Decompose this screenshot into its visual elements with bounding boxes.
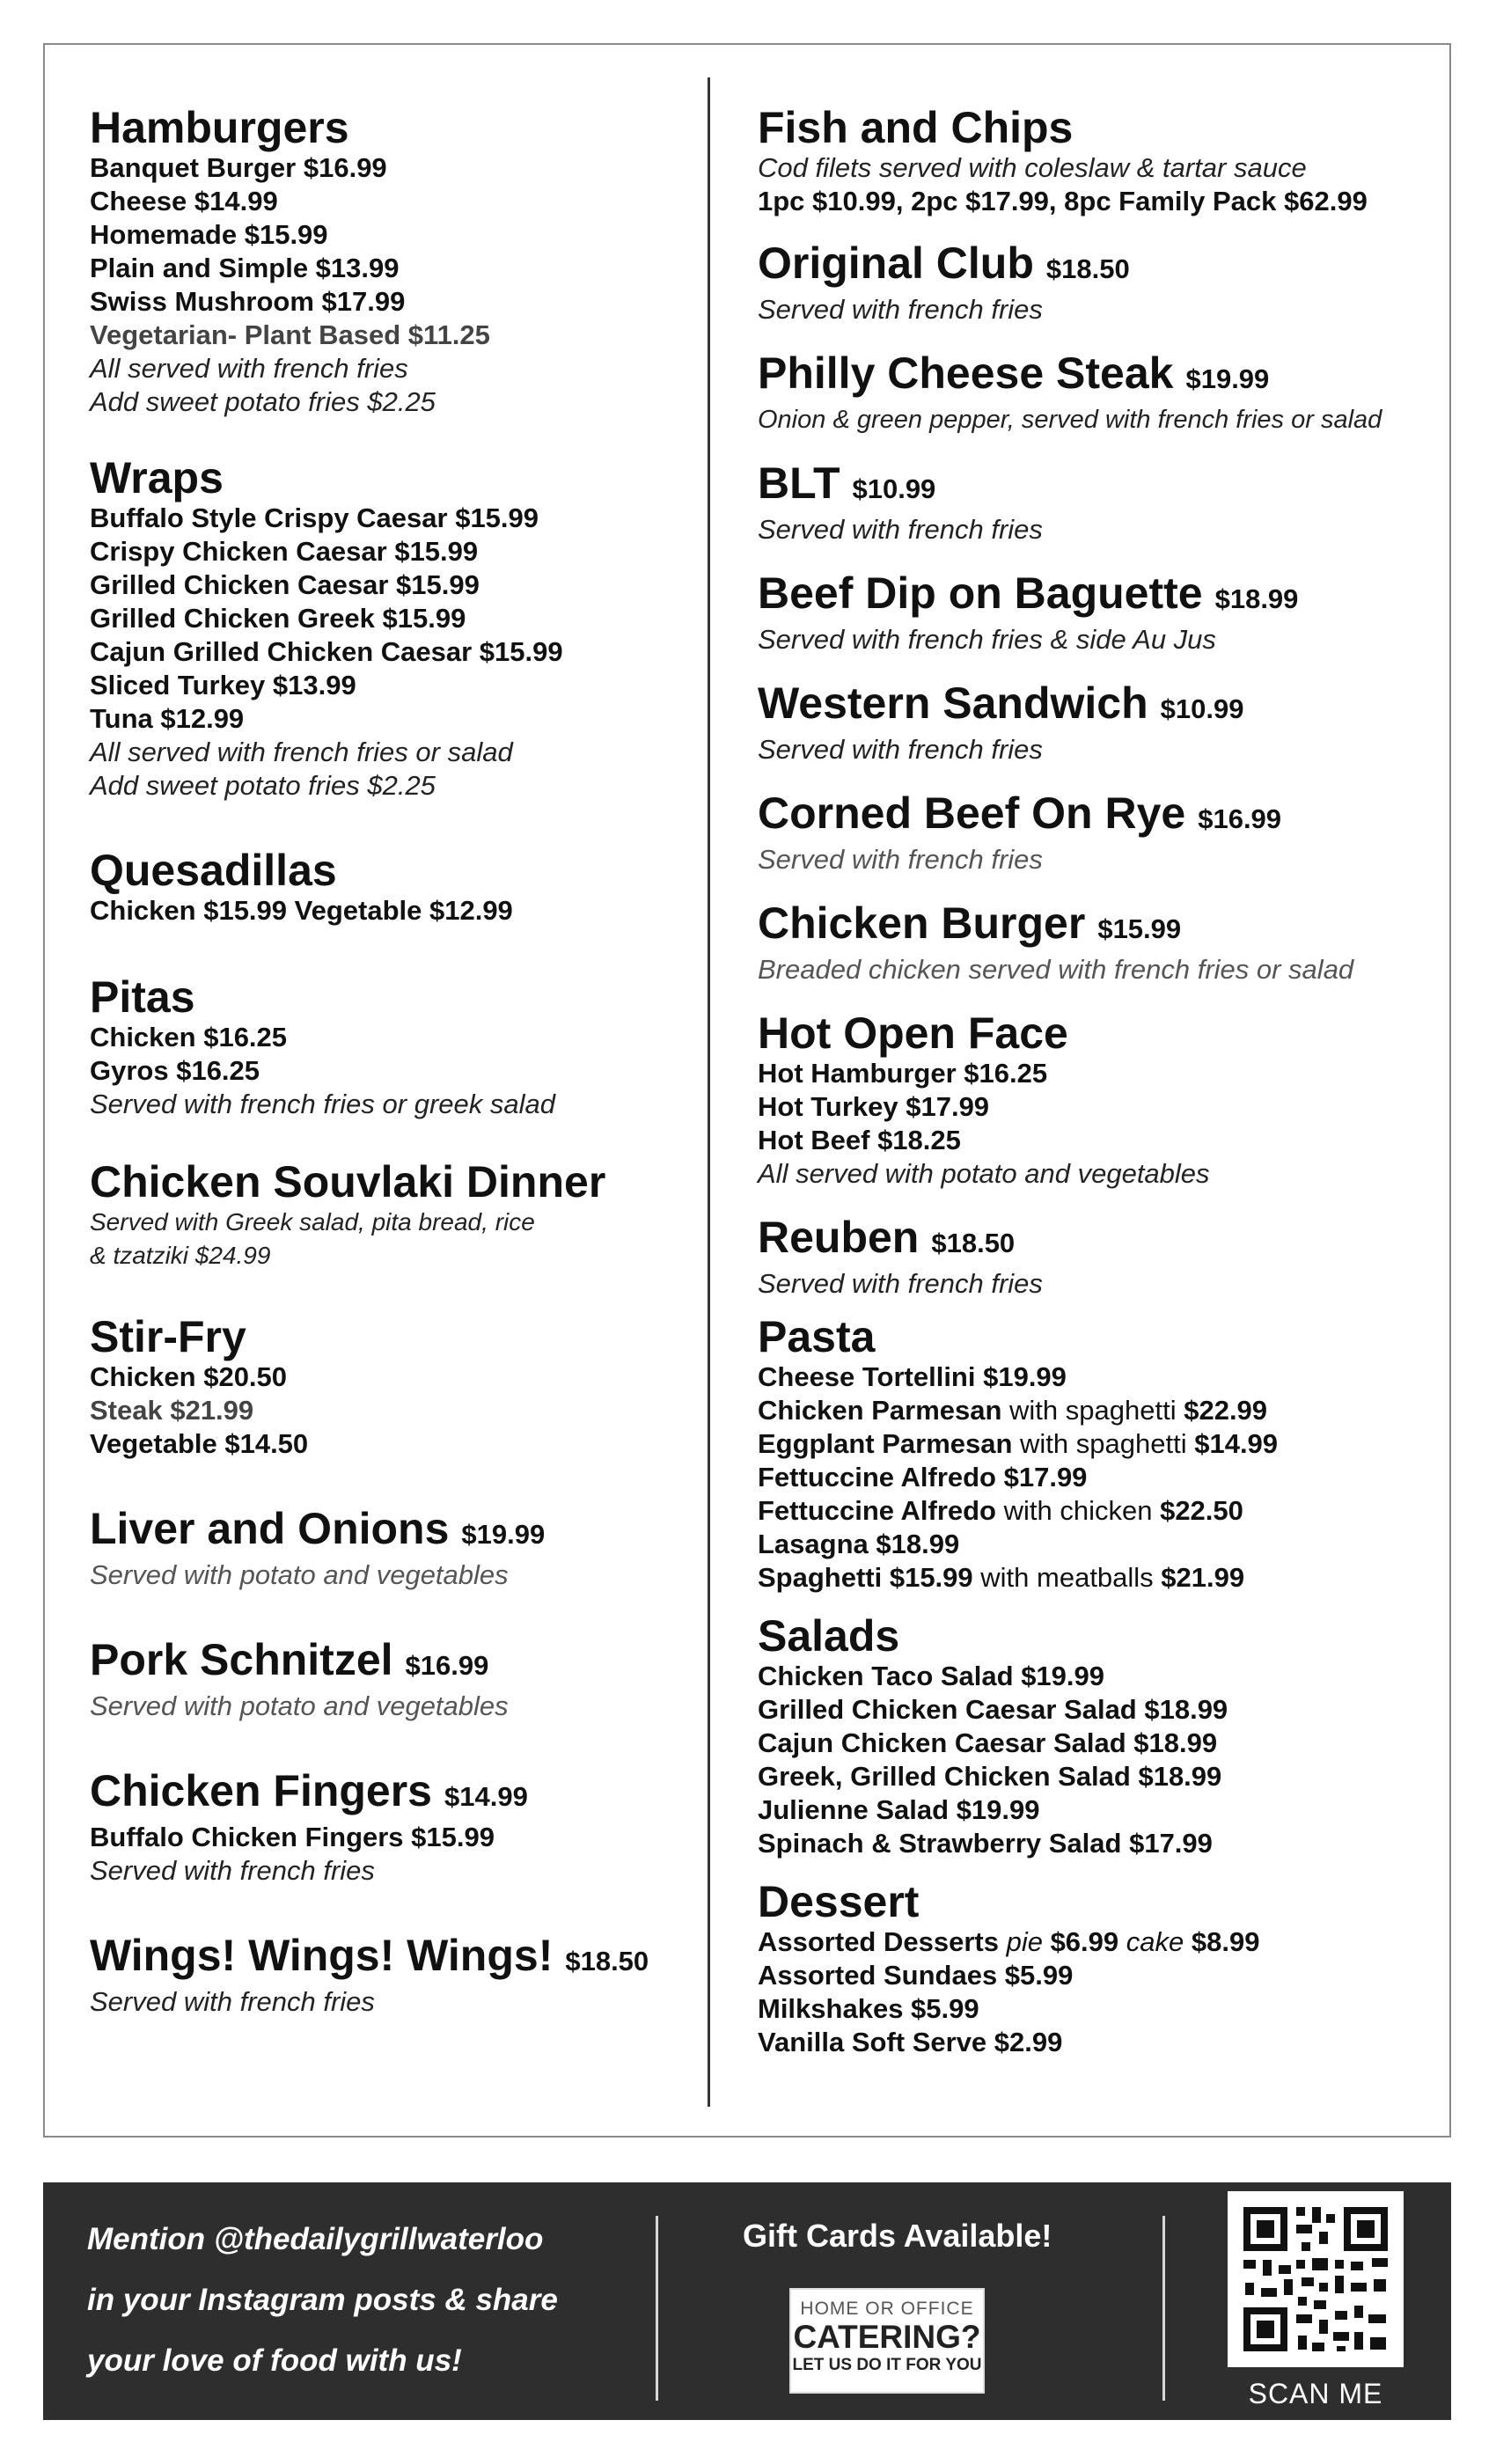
menu-item: Grilled Chicken Greek $15.99 xyxy=(90,603,466,634)
menu-note: Served with french fries xyxy=(758,734,1043,765)
menu-item: Lasagna $18.99 xyxy=(758,1529,960,1559)
menu-item: Cajun Chicken Caesar Salad $18.99 xyxy=(758,1727,1218,1758)
section-pork-schnitzel xyxy=(90,1636,697,1723)
catering-line: CATERING? xyxy=(793,2319,981,2355)
section-title xyxy=(758,1214,1453,1267)
section-title xyxy=(758,459,1453,513)
item-extra: with spaghetti xyxy=(1012,1428,1195,1459)
section-liver-onions xyxy=(90,1505,697,1592)
menu-note: Served with french fries xyxy=(758,294,1043,325)
social-line: Mention @thedailygrillwaterloo xyxy=(87,2222,544,2256)
title-text: Original Club xyxy=(758,238,1034,288)
menu-item: Vegetarian- Plant Based $11.25 xyxy=(90,319,490,350)
section-philly xyxy=(758,349,1453,436)
item-price: $6.99 xyxy=(1042,1926,1126,1957)
section-title: Fish and Chips xyxy=(758,103,1074,152)
menu-item: Vegetable $14.50 xyxy=(90,1428,309,1459)
item-name: Assorted Desserts xyxy=(758,1926,999,1957)
menu-note: Served with french fries xyxy=(758,1268,1043,1299)
menu-item: Crispy Chicken Caesar $15.99 xyxy=(90,536,479,567)
item-price: $22.50 xyxy=(1160,1495,1243,1526)
title-price: $14.99 xyxy=(444,1781,528,1812)
qr-code-graphic xyxy=(1228,2191,1404,2367)
menu-item: Steak $21.99 xyxy=(90,1395,254,1426)
qr-code-icon[interactable] xyxy=(1228,2191,1404,2367)
menu-item: Hot Turkey $17.99 xyxy=(758,1091,990,1122)
title-text: Liver and Onions xyxy=(90,1504,450,1553)
menu-item xyxy=(758,1427,1453,1461)
footer-divider xyxy=(656,2216,658,2401)
section-chicken-fingers xyxy=(90,1767,697,1888)
menu-item: Gyros $16.25 xyxy=(90,1055,260,1086)
item-extra: with meatballs xyxy=(972,1562,1162,1593)
menu-note: Cod filets served with coleslaw & tartar sauce xyxy=(758,152,1307,183)
column-divider xyxy=(708,77,710,2107)
menu-item: Sliced Turkey $13.99 xyxy=(90,670,356,700)
menu-item: Swiss Mushroom $17.99 xyxy=(90,286,406,317)
footer-banner xyxy=(43,2182,1451,2420)
section-title xyxy=(758,239,1453,293)
item-name: Spaghetti $15.99 xyxy=(758,1562,973,1593)
title-price: $15.99 xyxy=(1097,913,1182,944)
section-original-club xyxy=(758,239,1453,326)
title-price: $10.99 xyxy=(852,473,936,504)
menu-note-price: & tzatziki $24.99 xyxy=(90,1242,271,1269)
menu-item: Tuna $12.99 xyxy=(90,703,245,734)
section-chicken-souvlaki xyxy=(90,1158,697,1272)
menu-item: Assorted Sundaes $5.99 xyxy=(758,1960,1074,1991)
item-price: $14.99 xyxy=(1194,1428,1279,1459)
section-title xyxy=(758,349,1453,403)
menu-note: All served with potato and vegetables xyxy=(758,1158,1210,1189)
item-price: $22.99 xyxy=(1184,1395,1268,1426)
section-chicken-burger xyxy=(758,899,1453,986)
menu-item: Cajun Grilled Chicken Caesar $15.99 xyxy=(90,636,563,667)
title-text: Beef Dip on Baguette xyxy=(758,568,1203,618)
item-name: Eggplant Parmesan xyxy=(758,1428,1013,1459)
section-title: Wraps xyxy=(90,453,224,502)
menu-item xyxy=(758,1394,1453,1427)
menu-item: Chicken $16.25 xyxy=(90,1022,288,1052)
title-text: Chicken Burger xyxy=(758,898,1086,948)
menu-item: Julienne Salad $19.99 xyxy=(758,1794,1040,1825)
section-wings xyxy=(90,1932,697,2019)
title-price: $16.99 xyxy=(405,1650,489,1681)
menu-note: Served with french fries xyxy=(90,1986,375,2017)
section-title xyxy=(758,679,1453,733)
item-extra: with spaghetti xyxy=(1001,1395,1184,1426)
menu-note: Served with french fries & side Au Jus xyxy=(758,624,1216,655)
menu-note: Add sweet potato fries $2.25 xyxy=(90,770,436,801)
footer-divider xyxy=(1162,2216,1165,2401)
item-name: Fettuccine Alfredo xyxy=(758,1495,996,1526)
title-price: $19.99 xyxy=(1185,363,1270,394)
gift-cards-text: Gift Cards Available! xyxy=(743,2218,1052,2254)
menu-note: Served with potato and vegetables xyxy=(90,1690,509,1721)
menu-item xyxy=(758,1925,1453,1959)
menu-item: Grilled Chicken Caesar $15.99 xyxy=(90,569,480,600)
catering-line: HOME OR OFFICE xyxy=(800,2299,974,2319)
section-title xyxy=(90,1767,697,1821)
menu-note: Add sweet potato fries $2.25 xyxy=(90,386,436,417)
menu-note: Served with french fries xyxy=(758,844,1043,875)
section-pasta xyxy=(758,1313,1453,1595)
menu-item: Chicken Taco Salad $19.99 xyxy=(758,1661,1105,1691)
social-message xyxy=(87,2209,668,2391)
menu-item: Chicken $15.99 Vegetable $12.99 xyxy=(90,895,513,926)
catering-badge[interactable] xyxy=(789,2288,985,2394)
section-blt xyxy=(758,459,1453,546)
title-price: $10.99 xyxy=(1160,693,1244,724)
section-title: Salads xyxy=(758,1611,900,1661)
section-title xyxy=(758,789,1453,843)
social-line: in your Instagram posts & share xyxy=(87,2283,558,2317)
menu-note: Served with french fries xyxy=(90,1855,375,1886)
menu-item: Fettuccine Alfredo $17.99 xyxy=(758,1462,1088,1492)
title-text: Western Sandwich xyxy=(758,678,1148,728)
title-price: $18.50 xyxy=(1045,253,1130,284)
section-beef-dip xyxy=(758,569,1453,656)
menu-note: All served with french fries or salad xyxy=(90,737,513,767)
section-title xyxy=(90,1505,697,1558)
item-extra: with chicken xyxy=(996,1495,1161,1526)
menu-note: Served with french fries or greek salad xyxy=(90,1089,555,1119)
section-dessert xyxy=(758,1878,1453,2059)
section-title: Chicken Souvlaki Dinner xyxy=(90,1157,606,1206)
title-text: Wings! Wings! Wings! xyxy=(90,1931,554,1980)
section-hamburgers xyxy=(90,104,697,419)
menu-item: Greek, Grilled Chicken Salad $18.99 xyxy=(758,1761,1222,1792)
section-wraps xyxy=(90,454,697,803)
menu-item: Homemade $15.99 xyxy=(90,219,328,250)
title-price: $18.50 xyxy=(565,1946,649,1976)
section-hot-open-face xyxy=(758,1009,1453,1191)
title-text: Corned Beef On Rye xyxy=(758,788,1186,838)
scan-me-label: SCAN ME xyxy=(1248,2378,1383,2409)
title-text: Pork Schnitzel xyxy=(90,1635,393,1684)
menu-item: Cheese $14.99 xyxy=(90,186,278,216)
section-title: Hamburgers xyxy=(90,103,349,152)
title-price: $19.99 xyxy=(461,1519,546,1550)
section-stir-fry xyxy=(90,1313,697,1461)
menu-item: Chicken $20.50 xyxy=(90,1361,288,1392)
menu-note: Onion & green pepper, served with french fries or salad xyxy=(758,406,1382,434)
section-title xyxy=(90,1932,697,1985)
catering-line: LET US DO IT FOR YOU xyxy=(792,2356,982,2374)
menu-item: Hot Beef $18.25 xyxy=(758,1125,961,1155)
left-column xyxy=(90,104,697,2019)
section-title xyxy=(758,569,1453,623)
menu-item: Milkshakes $5.99 xyxy=(758,1993,979,2024)
section-corned-beef xyxy=(758,789,1453,876)
section-title: Stir-Fry xyxy=(90,1312,246,1361)
section-fish-chips xyxy=(758,104,1453,218)
menu-item xyxy=(758,1494,1453,1528)
menu-item: Spinach & Strawberry Salad $17.99 xyxy=(758,1828,1213,1859)
item-price: $21.99 xyxy=(1161,1562,1245,1593)
section-title: Dessert xyxy=(758,1877,920,1926)
section-title: Pasta xyxy=(758,1312,876,1361)
title-text: Reuben xyxy=(758,1213,920,1262)
section-western xyxy=(758,679,1453,766)
social-line: your love of food with us! xyxy=(87,2343,462,2378)
item-price: $8.99 xyxy=(1184,1926,1260,1957)
menu-note: All served with french fries xyxy=(90,353,408,384)
section-title: Hot Open Face xyxy=(758,1008,1068,1058)
title-text: Chicken Fingers xyxy=(90,1766,432,1815)
menu-note: Breaded chicken served with french fries or salad xyxy=(758,954,1354,985)
menu-item: Vanilla Soft Serve $2.99 xyxy=(758,2027,1063,2057)
menu-item: Buffalo Style Crispy Caesar $15.99 xyxy=(90,502,539,533)
title-price: $18.99 xyxy=(1214,583,1299,614)
section-title xyxy=(90,1636,697,1690)
title-text: Philly Cheese Steak xyxy=(758,348,1174,398)
menu-item: 1pc $10.99, 2pc $17.99, 8pc Family Pack $62.99 xyxy=(758,186,1368,216)
menu-note: Served with potato and vegetables xyxy=(90,1559,509,1590)
menu-item: Grilled Chicken Caesar Salad $18.99 xyxy=(758,1694,1228,1725)
title-price: $18.50 xyxy=(931,1228,1016,1258)
right-column xyxy=(758,104,1453,2059)
section-title: Pitas xyxy=(90,972,195,1022)
menu-item: Banquet Burger $16.99 xyxy=(90,152,387,183)
section-quesadillas xyxy=(90,847,697,928)
section-title: Quesadillas xyxy=(90,846,337,895)
section-reuben xyxy=(758,1214,1453,1301)
section-title xyxy=(758,899,1453,953)
title-price: $16.99 xyxy=(1198,803,1282,834)
menu-item: Hot Hamburger $16.25 xyxy=(758,1058,1048,1089)
item-extra: pie xyxy=(998,1926,1043,1957)
section-pitas xyxy=(90,973,697,1121)
item-name: Chicken Parmesan xyxy=(758,1395,1002,1426)
menu-note: Served with french fries xyxy=(758,514,1043,545)
menu-note: Served with Greek salad, pita bread, rice xyxy=(90,1208,535,1236)
title-text: BLT xyxy=(758,458,840,508)
section-salads xyxy=(758,1612,1453,1860)
menu-item: Cheese Tortellini $19.99 xyxy=(758,1361,1067,1392)
menu-item: Buffalo Chicken Fingers $15.99 xyxy=(90,1822,495,1852)
item-extra: cake xyxy=(1126,1926,1184,1957)
menu-item: Plain and Simple $13.99 xyxy=(90,253,400,283)
menu-item xyxy=(758,1561,1453,1595)
